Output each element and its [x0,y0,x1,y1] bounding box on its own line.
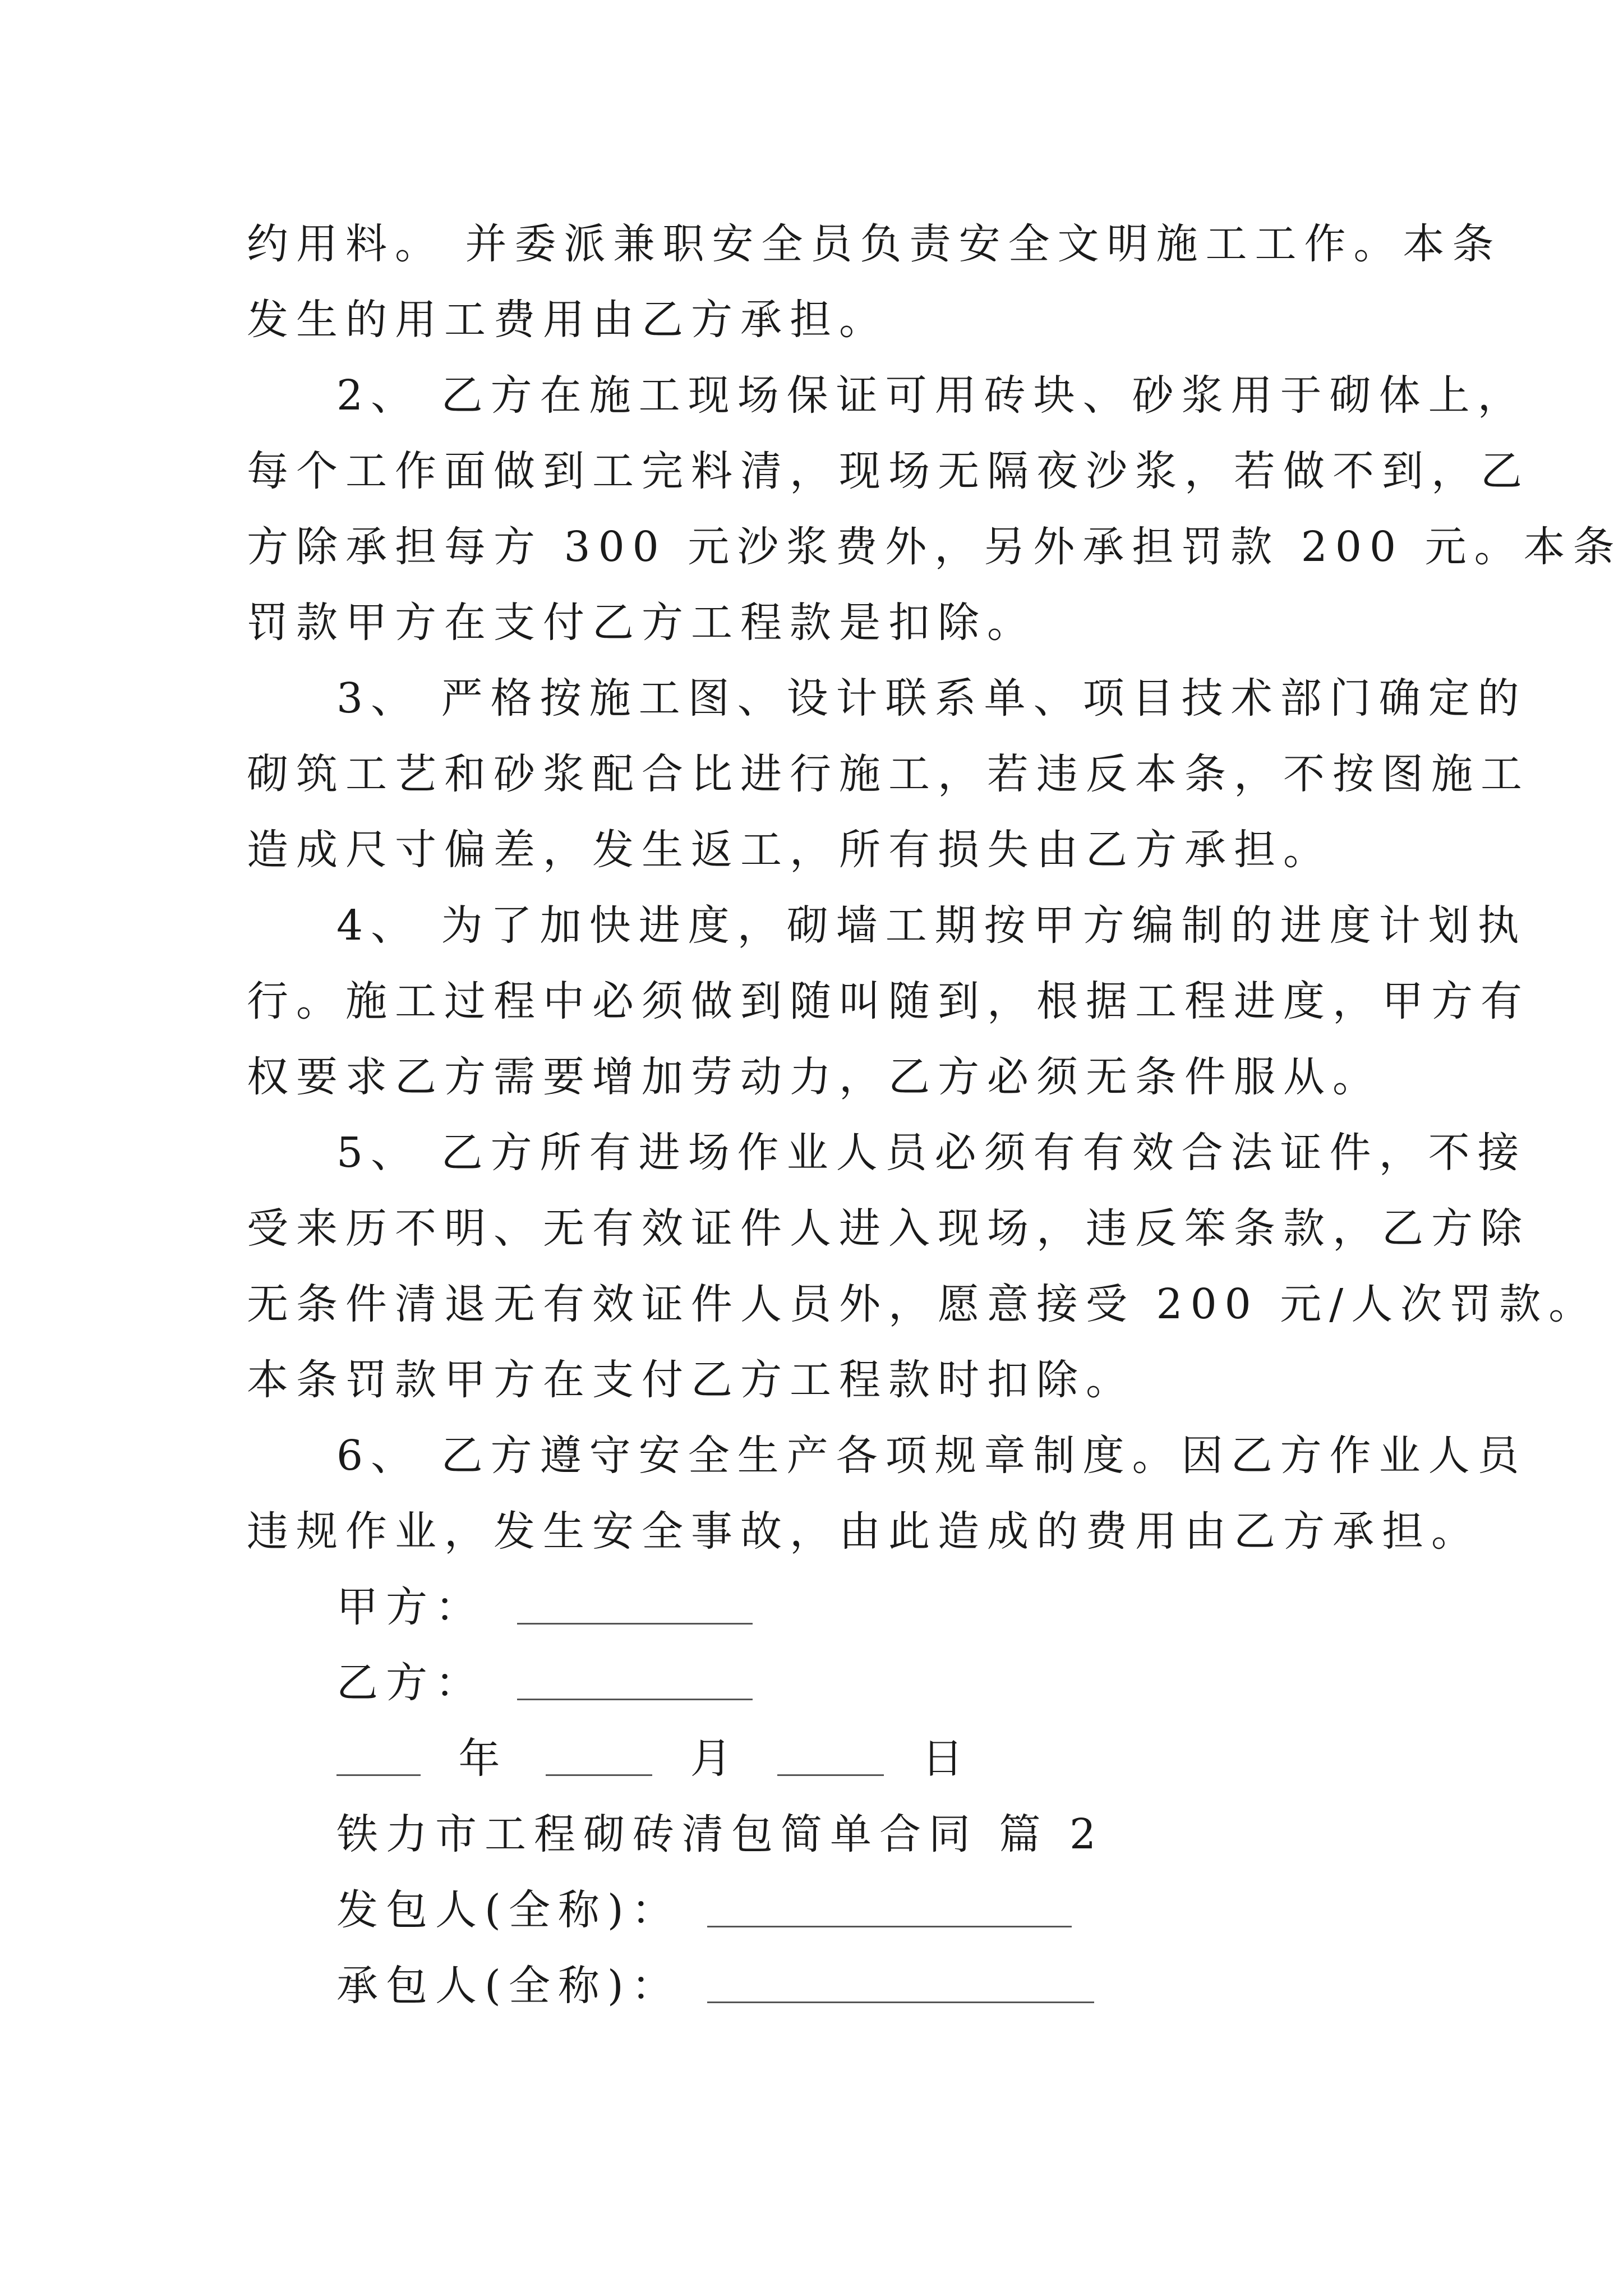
party-a-signature [336,1579,753,1635]
month-blank [546,1741,652,1776]
contractor-field [336,1882,1072,1938]
clause-5-line: 本条罚款甲方在支付乙方工程款时扣除。 [247,1356,1135,1404]
clause-2-line: 每个工作面做到工完料清，现场无隔夜沙浆，若做不到，乙 [247,447,1530,495]
subcontractor-field [336,1958,1094,2014]
party-b-label: 乙方： [336,1659,485,1707]
clause-4-line: 4、 为了加快进度，砌墙工期按甲方编制的进度计划执 [336,901,1527,950]
month-label: 月 [690,1734,740,1783]
year-blank [336,1741,421,1776]
clause-4-line: 行。施工过程中必须做到随叫随到，根据工程进度，甲方有 [247,977,1530,1025]
party-a-blank [517,1589,753,1625]
day-blank [777,1741,884,1776]
clause-5-line: 无条件清退无有效证件人员外，愿意接受 200 元/人次罚款。 [247,1280,1598,1328]
clause-3-line: 砌筑工艺和砂浆配合比进行施工，若违反本条，不按图施工 [247,750,1530,798]
clause-2-line: 2、 乙方在施工现场保证可用砖块、砂浆用于砌体上， [336,371,1527,420]
contractor-blank [707,1892,1072,1927]
section-2-title: 铁力市工程砌砖清包简单合同 篇 2 [336,1810,1104,1858]
date-line [336,1731,988,1787]
party-a-label: 甲方： [336,1583,485,1631]
clause-2-line: 罚款甲方在支付乙方工程款是扣除。 [247,599,1036,647]
clause-2-line: 方除承担每方 300 元沙浆费外，另外承担罚款 200 元。本条 [247,523,1622,571]
clause-6-line: 违规作业，发生安全事故，由此造成的费用由乙方承担。 [247,1507,1481,1556]
clause-6-line: 6、 乙方遵守安全生产各项规章制度。因乙方作业人员 [336,1432,1527,1480]
paragraph-line: 发生的用工费用由乙方承担。 [247,296,888,344]
subcontractor-blank [707,1968,1094,2003]
day-label: 日 [921,1734,971,1783]
clause-3-line: 造成尺寸偏差，发生返工，所有损失由乙方承担。 [247,826,1332,874]
clause-5-line: 5、 乙方所有进场作业人员必须有有效合法证件，不接 [336,1129,1527,1177]
party-b-blank [517,1665,753,1700]
clause-5-line: 受来历不明、无有效证件人进入现场，违反笨条款，乙方除 [247,1204,1530,1253]
contractor-label: 发包人(全称)： [336,1886,681,1934]
subcontractor-label: 承包人(全称)： [336,1962,681,2010]
paragraph-line: 约用料。 并委派兼职安全员负责安全文明施工工作。本条 [247,220,1502,268]
party-b-signature [336,1655,753,1711]
clause-4-line: 权要求乙方需要增加劳动力，乙方必须无条件服从。 [247,1053,1382,1101]
clause-3-line: 3、 严格按施工图、设计联系单、项目技术部门确定的 [336,674,1527,723]
year-label: 年 [458,1734,508,1783]
